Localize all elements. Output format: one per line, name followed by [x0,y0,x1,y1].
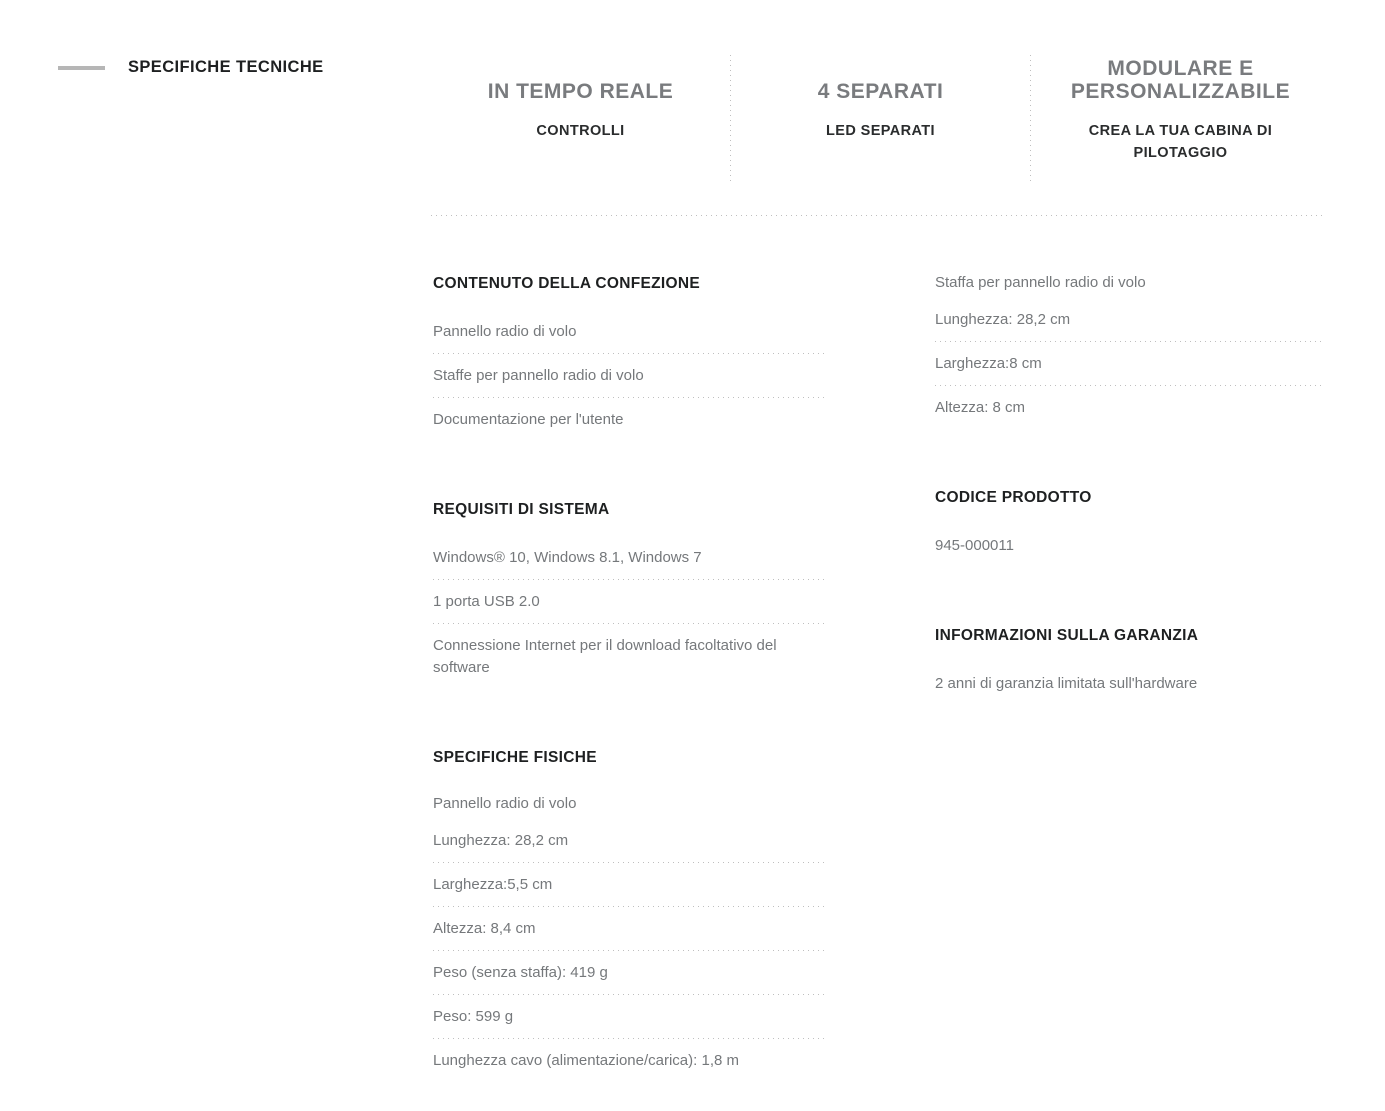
spec-item: Pannello radio di volo [433,310,828,354]
spec-group [935,269,1325,430]
feature-strip [431,55,1330,183]
spec-lead-item: Staffa per pannello radio di volo [935,274,1146,291]
feature-modular [1031,55,1330,183]
spec-item: Windows® 10, Windows 8.1, Windows 7 [433,536,828,580]
spec-item: Staffe per pannello radio di volo [433,354,828,398]
spec-item: Documentazione per l'utente [433,411,624,428]
spec-group-heading: INFORMAZIONI SULLA GARANZIA [935,627,1199,644]
spec-column-right [935,269,1325,706]
spec-item: Lunghezza: 28,2 cm [935,298,1325,342]
feature-title: MODULARE E PERSONALIZZABILE [1070,57,1291,103]
spec-group [935,626,1325,706]
spec-item: Lunghezza: 28,2 cm [433,819,828,863]
spec-item: 1 porta USB 2.0 [433,580,828,624]
spec-column-left [433,274,828,1083]
spec-lead-item: Pannello radio di volo [433,795,577,812]
spec-item: Lunghezza cavo (alimentazione/carica): 1,8 m [433,1052,739,1069]
section-title: SPECIFICHE TECNICHE [128,58,324,76]
spec-item: 945-000011 [935,537,1014,554]
spec-item: Larghezza:5,5 cm [433,863,828,907]
spec-item: Larghezza:8 cm [935,342,1325,386]
spec-group [433,274,828,442]
spec-item: Peso (senza staffa): 419 g [433,951,828,995]
feature-subtitle: LED SEPARATI [826,123,935,139]
spec-group [935,488,1325,568]
spec-group-heading: SPECIFICHE FISICHE [433,749,597,766]
section-dash-icon [58,66,105,70]
feature-realtime [431,55,730,183]
spec-item: Altezza: 8 cm [935,399,1026,416]
feature-subtitle: CONTROLLI [536,123,625,139]
spec-group [433,748,828,1083]
spec-group-heading: CONTENUTO DELLA CONFEZIONE [433,275,700,292]
feature-subtitle: CREA LA TUA CABINA DI PILOTAGGIO [1088,123,1273,161]
spec-item: Altezza: 8,4 cm [433,907,828,951]
spec-item: 2 anni di garanzia limitata sull'hardware [935,675,1198,692]
feature-separate-leds [731,55,1030,183]
spec-group [433,500,828,690]
spec-group-heading: CODICE PRODOTTO [935,489,1092,506]
spec-item: Peso: 599 g [433,995,828,1039]
spec-group-heading: REQUISITI DI SISTEMA [433,501,610,518]
spec-item: Connessione Internet per il download facoltativo del software [433,637,777,676]
feature-title: IN TEMPO REALE [487,80,674,103]
page-header [58,58,324,77]
feature-title: 4 SEPARATI [817,80,944,103]
top-dotted-rule [431,215,1325,216]
